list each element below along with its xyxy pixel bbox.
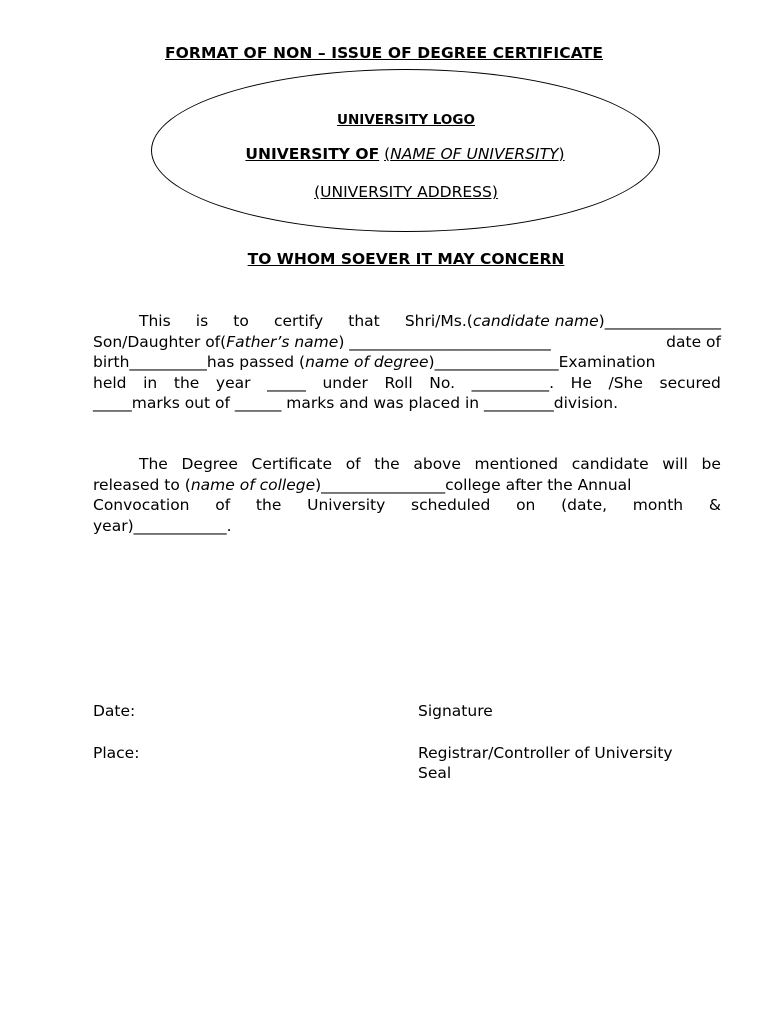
word: The (139, 455, 168, 473)
word: of (215, 496, 231, 515)
date-label: Date: (93, 702, 136, 720)
word: No. (429, 373, 456, 392)
word: Certificate (251, 455, 333, 473)
blank: )_______________ (598, 312, 721, 330)
word: Roll (384, 373, 413, 392)
paragraph2-line2 (93, 475, 721, 496)
salutation: TO WHOM SOEVER IT MAY CONCERN (247, 250, 565, 268)
text: birth__________has passed ( (93, 353, 306, 372)
registrar-label: Registrar/Controller of University (418, 744, 673, 762)
text: Son/Daughter of( (93, 332, 227, 351)
word: (date, (561, 496, 608, 515)
word: secured (659, 373, 721, 392)
paragraph1-line2 (93, 332, 721, 353)
university-open-paren: ( (384, 145, 391, 163)
degree-field (93, 352, 655, 373)
word: to (233, 312, 249, 330)
paragraph1-line4 (93, 373, 721, 394)
word: the (374, 455, 400, 473)
word: of (345, 455, 361, 473)
word: year (215, 373, 251, 392)
word: held (93, 373, 127, 392)
word: certify (273, 312, 324, 330)
paragraph2-line3 (93, 495, 721, 516)
paragraph2-line1 (93, 454, 721, 475)
father-name-field (93, 332, 551, 353)
word: This (139, 312, 171, 330)
word: month (632, 496, 684, 515)
university-close-paren: ) (558, 145, 565, 163)
word: University (307, 496, 386, 515)
date-of-label: date of (666, 332, 721, 351)
word: He (570, 373, 592, 392)
university-address: (UNIVERSITY ADDRESS) (314, 183, 498, 201)
word: the (173, 373, 200, 392)
word: /She (608, 373, 643, 392)
word: mentioned (474, 455, 559, 473)
release-paragraph (93, 454, 721, 536)
candidate-name-field (405, 311, 721, 332)
paragraph1-line1 (93, 311, 721, 332)
seal-label: Seal (418, 764, 452, 782)
word: Convocation (93, 496, 190, 515)
word: that (348, 312, 380, 330)
word: Shri/Ms.( (404, 312, 473, 330)
university-name-line (0, 145, 768, 163)
word: on (516, 496, 536, 515)
degree-name-placeholder: name of degree (305, 353, 429, 372)
word: will (662, 455, 688, 473)
paragraph1-line3 (93, 352, 721, 373)
paragraph1-line5: _____marks out of ______ marks and was placed in _________division. (93, 394, 619, 413)
word: Degree (181, 455, 238, 473)
word: candidate (571, 455, 649, 473)
college-field (93, 475, 631, 496)
signature-label: Signature (418, 702, 493, 720)
place-label: Place: (93, 744, 140, 762)
blank: ) __________________________ (338, 332, 551, 351)
word: & (708, 496, 721, 515)
roll-no-blank: __________. (471, 373, 555, 392)
certification-paragraph (93, 311, 721, 414)
blank: )________________Examination (428, 353, 656, 372)
candidate-name-placeholder: candidate name (472, 312, 599, 330)
text: released to ( (93, 475, 191, 494)
year-blank: _____ (267, 373, 306, 392)
college-name-placeholder: name of college (190, 475, 316, 494)
university-prefix: UNIVERSITY OF (245, 145, 380, 163)
father-name-placeholder: Father’s name (226, 332, 339, 351)
document-title: FORMAT OF NON – ISSUE OF DEGREE CERTIFICATE (164, 44, 604, 62)
word: scheduled (411, 496, 491, 515)
word: the (255, 496, 282, 515)
word: above (413, 455, 461, 473)
university-name-placeholder: NAME OF UNIVERSITY (390, 145, 559, 163)
word: under (322, 373, 368, 392)
word: be (701, 455, 721, 473)
university-logo-placeholder: UNIVERSITY LOGO (337, 112, 475, 128)
word: is (195, 312, 209, 330)
text: )________________college after the Annual (315, 475, 632, 494)
word: in (143, 373, 158, 392)
paragraph2-line4: year)____________. (93, 516, 232, 535)
